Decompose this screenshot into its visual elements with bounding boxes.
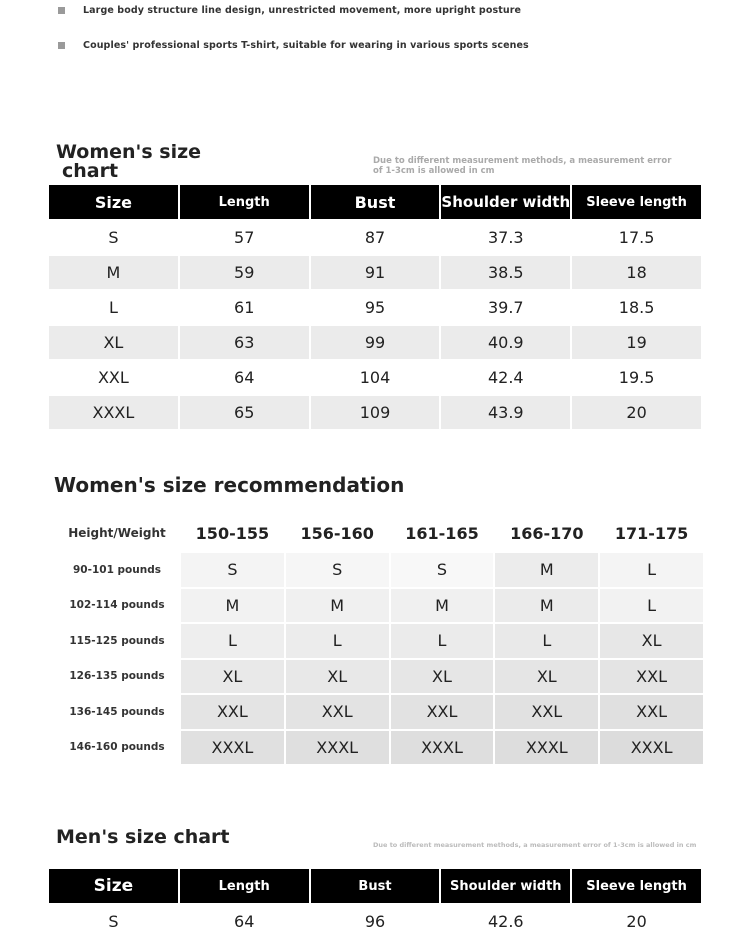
size-cell: M: [181, 589, 284, 623]
size-cell: L: [391, 624, 494, 658]
feature-bullet: [58, 5, 521, 16]
size-cell: S: [391, 553, 494, 587]
height-header: 166-170: [495, 515, 598, 551]
size-cell: XXXL: [181, 731, 284, 765]
men-size-chart-title: Men's size chart: [56, 826, 230, 848]
weight-label: 136-145 pounds: [55, 695, 179, 729]
size-cell: M: [495, 553, 598, 587]
table-cell: 18.5: [618, 298, 655, 317]
measurement-note: Due to different measurement methods, a measurement error of 1-3cm is allowed in cm: [373, 156, 672, 176]
size-cell: L: [181, 624, 284, 658]
recommendation-row: [55, 553, 703, 587]
size-cell: XXL: [286, 695, 389, 729]
table-cell: L: [108, 298, 118, 317]
table-cell: 39.7: [487, 298, 524, 317]
feature-bullet: [58, 40, 529, 51]
size-cell: XXL: [181, 695, 284, 729]
size-cell: M: [391, 589, 494, 623]
title-line: Women's size: [56, 141, 202, 163]
recommendation-header-row: [55, 515, 703, 551]
table-cell: 109: [311, 396, 440, 429]
weight-label: 146-160 pounds: [55, 731, 179, 765]
header-shoulder-width: Shoulder width: [441, 185, 570, 219]
table-cell: 20: [626, 912, 647, 931]
header-size: Size: [49, 185, 178, 219]
recommendation-row: [55, 589, 703, 623]
size-cell: XXL: [600, 695, 703, 729]
women-recommendation-table: [53, 513, 705, 766]
table-cell: S: [108, 912, 119, 931]
table-cell: M: [49, 256, 178, 289]
size-cell: XXL: [600, 660, 703, 694]
height-header: 156-160: [286, 515, 389, 551]
table-cell: XL: [49, 326, 178, 359]
table-cell: 64: [234, 912, 255, 931]
header-sleeve-length: Sleeve length: [572, 185, 701, 219]
table-cell: 104: [359, 368, 391, 387]
size-cell: M: [495, 589, 598, 623]
size-cell: XL: [495, 660, 598, 694]
table-cell: 63: [180, 326, 309, 359]
header-size: Size: [49, 869, 178, 903]
size-cell: XL: [286, 660, 389, 694]
header-shoulder-width: Shoulder width: [441, 869, 570, 903]
table-cell: 17.5: [618, 228, 655, 247]
table-cell: 61: [234, 298, 255, 317]
weight-label: 126-135 pounds: [55, 660, 179, 694]
table-cell: 18: [572, 256, 701, 289]
bullet-square-icon: [58, 42, 65, 49]
header-length: Length: [180, 869, 309, 903]
table-cell: 57: [234, 228, 255, 247]
table-cell: 59: [180, 256, 309, 289]
size-cell: S: [181, 553, 284, 587]
recommendation-row: [55, 695, 703, 729]
table-cell: 19: [572, 326, 701, 359]
recommendation-row: [55, 624, 703, 658]
table-cell: 38.5: [441, 256, 570, 289]
table-cell: 64: [234, 368, 255, 387]
table-cell: 19.5: [618, 368, 655, 387]
table-cell: 65: [180, 396, 309, 429]
height-weight-corner: Height/Weight: [55, 515, 179, 551]
table-cell: 95: [364, 298, 386, 317]
measurement-note: Due to different measurement methods, a measurement error of 1-3cm is allowed in cm: [373, 841, 697, 849]
table-cell: 96: [364, 912, 386, 931]
table-cell: 40.9: [441, 326, 570, 359]
table-row: [49, 396, 701, 429]
table-row: [49, 905, 701, 938]
table-header-row: [49, 185, 701, 219]
table-cell: 87: [364, 228, 386, 247]
table-cell: 42.6: [487, 912, 524, 931]
table-row: [49, 221, 701, 254]
size-cell: XXXL: [600, 731, 703, 765]
height-header: 161-165: [391, 515, 494, 551]
header-bust: Bust: [311, 185, 440, 219]
table-cell: 37.3: [487, 228, 524, 247]
header-length: Length: [180, 185, 309, 219]
size-cell: L: [600, 553, 703, 587]
women-size-table: [47, 183, 703, 431]
feature-text: Couples' professional sports T-shirt, suitable for wearing in various sports scenes: [83, 40, 529, 51]
header-bust: Bust: [311, 869, 440, 903]
table-cell: S: [108, 228, 119, 247]
weight-label: 102-114 pounds: [55, 589, 179, 623]
size-cell: L: [600, 589, 703, 623]
recommendation-row: [55, 660, 703, 694]
men-size-table: [47, 867, 703, 940]
height-header: 171-175: [600, 515, 703, 551]
bullet-square-icon: [58, 7, 65, 14]
table-cell: 43.9: [441, 396, 570, 429]
size-cell: XXL: [391, 695, 494, 729]
weight-label: 115-125 pounds: [55, 624, 179, 658]
table-row: [49, 361, 701, 394]
size-cell: S: [286, 553, 389, 587]
size-cell: XXL: [495, 695, 598, 729]
table-cell: XXXL: [49, 396, 178, 429]
size-cell: XL: [391, 660, 494, 694]
women-size-recommendation-title: Women's size recommendation: [54, 473, 405, 497]
header-sleeve-length: Sleeve length: [572, 869, 701, 903]
table-header-row: [49, 869, 701, 903]
table-row: [49, 256, 701, 289]
size-cell: XL: [600, 624, 703, 658]
title-line: chart: [62, 160, 119, 182]
weight-label: 90-101 pounds: [55, 553, 179, 587]
table-row: [49, 291, 701, 324]
size-cell: XXXL: [286, 731, 389, 765]
height-header: 150-155: [181, 515, 284, 551]
women-size-chart-title: [56, 143, 201, 181]
size-cell: XL: [181, 660, 284, 694]
table-cell: 20: [572, 396, 701, 429]
table-cell: 91: [311, 256, 440, 289]
size-cell: M: [286, 589, 389, 623]
recommendation-row: [55, 731, 703, 765]
size-cell: XXXL: [391, 731, 494, 765]
feature-text: Large body structure line design, unrestricted movement, more upright posture: [83, 5, 522, 16]
table-row: [49, 326, 701, 359]
table-cell: 42.4: [487, 368, 524, 387]
table-cell: 99: [311, 326, 440, 359]
size-cell: XXXL: [495, 731, 598, 765]
size-cell: L: [495, 624, 598, 658]
table-cell: XXL: [97, 368, 129, 387]
size-cell: L: [286, 624, 389, 658]
